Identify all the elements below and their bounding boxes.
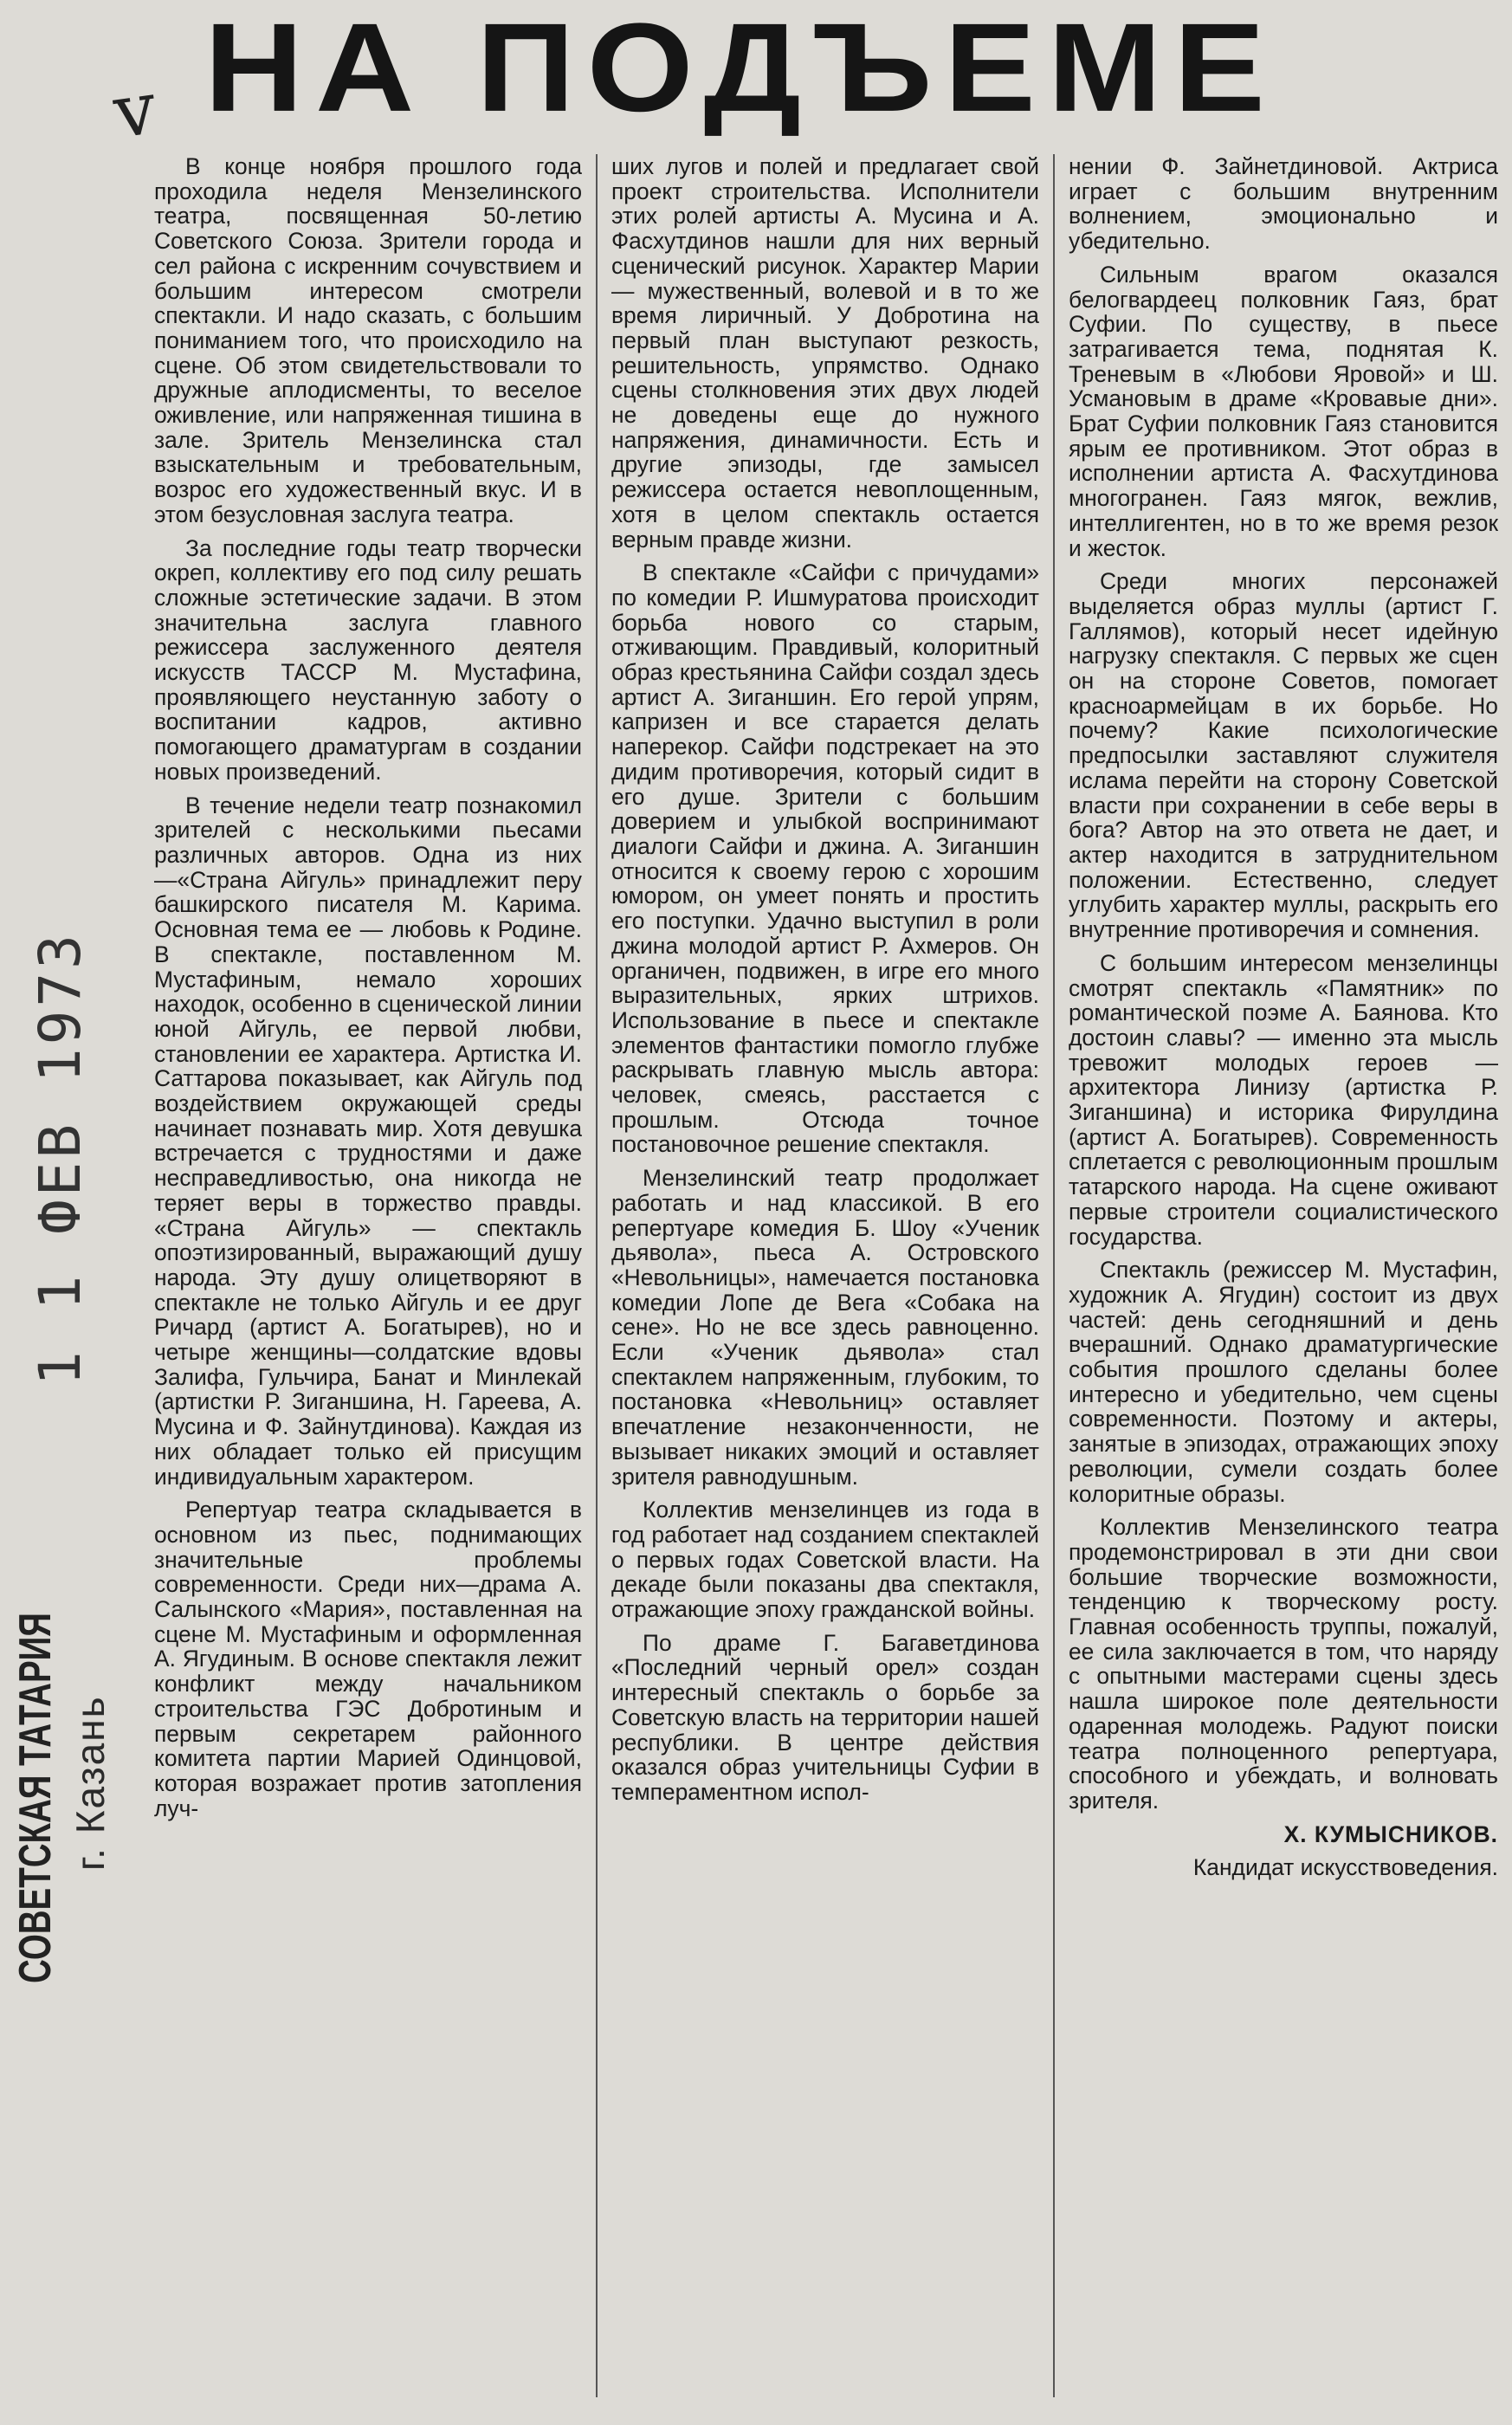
article-column-1 — [154, 154, 582, 2406]
article-column-3 — [1069, 154, 1498, 2406]
paragraph: Спектакль (режиссер М. Мустафин, художник А. Ягудин) состоит из двух частей: день сегодняшний и день вчерашний. Однако драматургические события прошлого сделаны более интересно и убедительно, чем сцены современности. Поэтому и актеры, занятые в эпизодах, отражающих эпоху революции, сумели создать более колоритные образы. — [1069, 1257, 1498, 1507]
paragraph: По драме Г. Багаветдинова «Последний черный орел» создан интересный спектакль о борьбе за Советскую власть на территории нашей республики. В центре действия оказался образ учительницы Суфии в темпераментном испол- — [611, 1629, 1039, 1805]
paragraph: В конце ноября прошлого года проходила неделя Мензелинского театра, посвященная 50-летию Советского Союза. Зрители города и сел района с искренним сочувствием и большим интересом смотрели спектакли. И надо сказать, с большим пониманием того, что происходило на сцене. Об этом свидетельствовали то дружные аплодисменты, то веселое оживление, или напряженная тишина в зале. Зритель Мензелинска стал взыскательным и требовательным, возрос его художественный вкус. И в этом безусловная заслуга театра. — [154, 154, 582, 527]
paragraph: С большим интересом мензелинцы смотрят спектакль «Памятник» по романтической поэме А. Баянова. Кто достоин славы? — именно эта мысль тревожит молодых героев — архитектора Линизу (артистка Р. Зиганшина) и историка Фирулдина (артист А. Богатырев). Современность сплетается с революционным прошлым татарского народа. На сцене оживают первые строители социалистического государства. — [1069, 949, 1498, 1250]
paragraph: Сильным врагом оказался белогвардеец полковник Гаяз, брат Суфии. По существу, в пьесе затрагивается тема, поднятая К. Треневым в «Любови Яровой» и Ш. Усмановым в драме «Кровавые дни». Брат Суфии полковник Гаяз становится ярым ее противником. Этот образ в исполнении артиста А. Фасхутдинова многогранен. Гаяз мягок, вежлив, интеллигентен, но в то же время резок и жесток. — [1069, 261, 1498, 561]
paragraph: ших лугов и полей и предлагает свой проект строительства. Исполнители этих ролей артисты А. Мусина и А. Фасхутдинов нашли для них верный сценический рисунок. Характер Марии — мужественный, волевой и в то же время лиричный. У Добротина на первый план выступают резкость, решительность, упрямство. Однако сцены столкновения этих двух людей не доведены еще до нужного напряжения, динамичности. Есть и другие эпизоды, где замысел режиссера остается невоплощенным, хотя в целом спектакль остается верным правде жизни. — [611, 154, 1039, 553]
paragraph: Среди многих персонажей выделяется образ муллы (артист Г. Галлямов), который несет идейную нагрузку спектакля. С первых же сцен он на стороне Советов, помогает красноармейцам в их борьбе. Но почему? Какие психологические предпосылки заставляют служителя ислама перейти на сторону Советской власти при сохранении в себе веры в бога? Автор на это ответа не дает, и актер находится в затруднительном положении. Естественно, следует углубить характер муллы, раскрыть его внутренние противоречия и сомнения. — [1069, 568, 1498, 943]
column-divider — [596, 154, 598, 2397]
column-divider — [1053, 154, 1055, 2397]
paragraph: Репертуар театра складывается в основном из пьес, поднимающих значительные проблемы современности. Среди них—драма А. Салынского «Мария», поставленная на сцене М. Мустафиным и оформленная А. Ягудиным. В основе спектакля лежит конфликт между начальником строительства ГЭС Добротиным и первым секретарем районного комитета партии Марией Одинцовой, которая возражает против затопления луч- — [154, 1497, 582, 1821]
city-stamp: г. Казань — [68, 1695, 113, 1871]
paragraph: нении Ф. Зайнетдиновой. Актриса играет с большим внутренним волнением, эмоционально и убедительно. — [1069, 154, 1498, 255]
date-stamp: 1 1 ФЕВ 1973 — [27, 931, 94, 1386]
paragraph: За последние годы театр творчески окреп, коллективу его под силу решать сложные эстетические задачи. В этом значительна заслуга главного режиссера заслуженного деятеля искусств ТАССР М. Мустафина, проявляющего неустанную заботу о воспитании кадров, активно помогающего драматургам в создании новых произведений. — [154, 534, 582, 785]
paragraph: Мензелинский театр продолжает работать и над классикой. В его репертуаре комедия Б. Шоу «Ученик дьявола», пьеса А. Островского «Невольницы», намечается постановка комедии Лопе де Вега «Собака на сене». Но не все здесь равноценно. Если «Ученик дьявола» стал спектаклем напряженным, глубоким, то постановка «Невольниц» оставляет впечатление незаконченности, не вызывает никаких эмоций и оставляет зрителя равнодушным. — [611, 1165, 1039, 1490]
article-headline: НА ПОДЪЕМЕ — [204, 0, 1277, 139]
author-title: Кандидат искусствоведения. — [1192, 1854, 1498, 1881]
paragraph: Коллектив Мензелинского театра продемонстрировал в эти дни свои большие творческие возможности, тенденцию к творческому росту. Главная особенность труппы, пожалуй, ее сила заключается в том, что наряду с опытными мастерами сцены здесь нашла широкое поле деятельности одаренная молодежь. Радуют поиски театра полноценного репертуара, способного и убеждать, и волновать зрителя. — [1069, 1514, 1498, 1814]
author-name: Х. КУМЫСНИКОВ. — [1283, 1820, 1498, 1847]
paragraph: В спектакле «Сайфи с причудами» по комедии Р. Ишмуратова происходит борьба нового со старым, отживающим. Правдивый, колоритный образ крестьянина Сайфи создал здесь артист А. Зиганшин. Его герой упрям, капризен и все старается делать наперекор. Сайфи подстрекает на это дидим противоречия, который сидит в его душе. Зрители с большим доверием и улыбкой воспринимают диалоги Сайфи и джина. А. Зиганшин относится к своему герою с хорошим юмором, он умеет понять и простить его поступки. Удачно выступил в роли джина молодой артист Р. Ахмеров. Он органичен, подвижен, в игре его много выразительных, ярких штрихов. Использование в пьесе и спектакле элементов фантастики помогло глубже раскрывать главную мысль автора: человек, смеясь, расстается с прошлым. Отсюда точное постановочное решение спектакля. — [611, 559, 1039, 1158]
paragraph: Коллектив мензелинцев из года в год работает над созданием спектаклей о первых годах Советской власти. На декаде были показаны два спектакля, отражающие эпоху гражданской войны. — [611, 1497, 1039, 1623]
article-column-2 — [611, 154, 1039, 2406]
paragraph: В течение недели театр познакомил зрителей с несколькими пьесами различных авторов. Одна из них—«Страна Айгуль» принадлежит перу башкирского писателя М. Карима. Основная тема ее — любовь к Родине. В спектакле, поставленном М. Мустафиным, немало хороших находок, особенно в сценической линии юной Айгуль, ее первой любви, становлении ее характера. Артистка И. Саттарова показывает, как Айгуль под воздействием окружающей среды начинает познавать мир. Хотя девушка встречается с трудностями и даже несправедливостью, она никогда не теряет веры в торжество правды. «Страна Айгуль» — спектакль опоэтизированный, выражающий душу народа. Эту душу олицетворяют в спектакле не только Айгуль и ее друг Ричард (артист А. Богатырев), но и четыре женщины—солдатские вдовы Залифа, Гульчира, Банат и Минлекай (артистки Р. Зиганшина, Н. Гареева, А. Мусина и Ф. Зайнутдинова). Каждая из них обладает только ей присущим индивидуальным характером. — [154, 792, 582, 1490]
newspaper-name-stamp: СОВЕТСКАЯ ТАТАРИЯ — [10, 1613, 61, 1983]
handwritten-checkmark: v — [108, 65, 162, 155]
